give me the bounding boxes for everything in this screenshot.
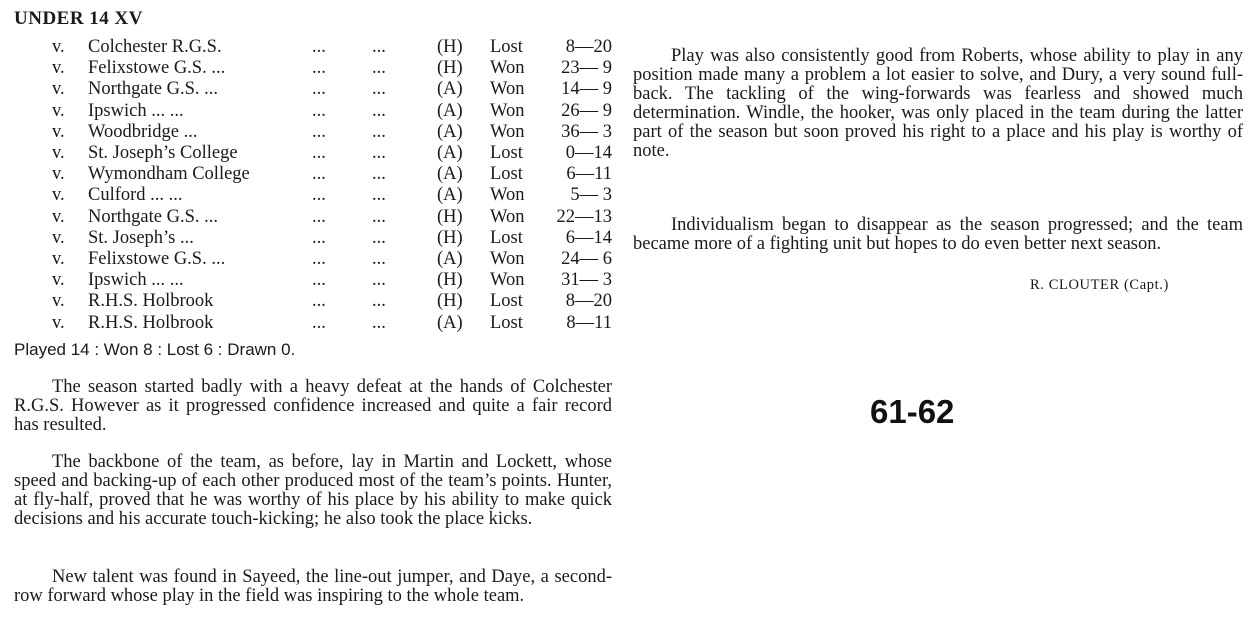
- paragraph-text: Individualism began to disappear as the season progressed; and the team became more of a fighting unit but hopes to do even better next season.: [633, 215, 1243, 254]
- season-label: 61-62: [870, 393, 955, 430]
- fixture-v: v.: [52, 58, 65, 79]
- fixture-opponent: Colchester R.G.S.: [88, 37, 222, 57]
- fixture-score: 8—20: [565, 37, 612, 57]
- fixture-v: v.: [52, 100, 65, 121]
- fixture-leader-dots: ...: [372, 100, 386, 121]
- fixture-leader-dots: ...: [372, 270, 386, 291]
- fixture-score: 26— 9: [561, 100, 612, 121]
- fixture-opponent: Ipswich ... ...: [88, 270, 184, 291]
- fixture-opponent: R.H.S. Holbrook: [88, 312, 214, 333]
- fixture-score: 6—11: [566, 164, 612, 185]
- fixture-v: v.: [52, 121, 65, 142]
- fixture-venue: (A): [437, 164, 463, 185]
- fixture-venue: (A): [437, 121, 463, 142]
- fixture-leader-dots: ...: [372, 185, 386, 206]
- fixture-opponent: St. Joseph’s College: [88, 143, 238, 163]
- fixture-result: Lost: [490, 164, 523, 185]
- fixture-opponent: Northgate G.S. ...: [88, 206, 218, 227]
- fixture-leader-dots: ...: [372, 291, 386, 312]
- paragraph-new-talent: [14, 568, 612, 606]
- fixture-leader-dots: ...: [312, 143, 326, 163]
- fixture-v: v.: [52, 185, 65, 206]
- fixture-opponent: Felixstowe G.S. ...: [88, 58, 226, 79]
- fixture-row: [0, 78, 630, 100]
- fixture-venue: (H): [437, 291, 463, 312]
- fixture-result: Won: [490, 79, 525, 100]
- fixture-result: Lost: [490, 227, 523, 248]
- fixture-row: [0, 100, 630, 122]
- fixture-opponent: Northgate G.S. ...: [88, 79, 218, 100]
- paragraph-text: The backbone of the team, as before, lay in Martin and Lockett, whose speed and backing-up of each other produced most of the team’s points. Hunter, at fly-half, proved that he was worthy of his place by his ability to make quick decisions and his accurate touch-kicking; he also took the place kicks.: [14, 452, 612, 529]
- season-summary: Played 14 : Won 8 : Lost 6 : Drawn 0.: [14, 340, 296, 359]
- fixture-leader-dots: ...: [312, 270, 326, 291]
- fixture-leader-dots: ...: [312, 185, 326, 206]
- fixture-venue: (A): [437, 143, 463, 163]
- fixture-result: Lost: [490, 291, 523, 312]
- fixture-score: 24— 6: [561, 249, 612, 269]
- fixture-score: 23— 9: [561, 58, 612, 79]
- fixture-opponent: Ipswich ... ...: [88, 100, 184, 121]
- fixture-row: [0, 142, 630, 164]
- fixture-score: 8—20: [565, 291, 612, 312]
- fixture-leader-dots: ...: [372, 143, 386, 163]
- fixture-result: Won: [490, 270, 525, 291]
- fixture-row: [0, 57, 630, 79]
- fixture-result: Lost: [490, 143, 523, 163]
- paragraph-individualism: [633, 216, 1243, 254]
- fixture-venue: (A): [437, 312, 463, 333]
- fixture-row: [0, 36, 630, 58]
- fixture-score: 8—11: [566, 312, 612, 333]
- paragraph-text: New talent was found in Sayeed, the line-out jumper, and Daye, a second-row forward whose play in the field was inspiring to the whole team.: [14, 567, 612, 606]
- fixture-opponent: R.H.S. Holbrook: [88, 291, 214, 312]
- paragraph-text: The season started badly with a heavy defeat at the hands of Colchester R.G.S. However as it progressed confidence increased and quite a fair record has resulted.: [14, 377, 612, 435]
- fixture-leader-dots: ...: [372, 227, 386, 248]
- fixture-result: Won: [490, 121, 525, 142]
- fixture-row: [0, 248, 630, 270]
- fixture-venue: (H): [437, 58, 463, 79]
- fixture-opponent: Woodbridge ...: [88, 121, 198, 142]
- fixture-leader-dots: ...: [312, 291, 326, 312]
- fixture-leader-dots: ...: [372, 37, 386, 57]
- fixture-v: v.: [52, 206, 65, 227]
- fixture-row: [0, 290, 630, 312]
- fixture-score: 0—14: [565, 143, 612, 163]
- fixture-opponent: Wymondham College: [88, 164, 250, 185]
- paragraph-backbone: [14, 453, 612, 529]
- fixture-leader-dots: ...: [312, 100, 326, 121]
- fixture-score: 5— 3: [570, 185, 612, 206]
- fixture-leader-dots: ...: [372, 79, 386, 100]
- fixture-opponent: Felixstowe G.S. ...: [88, 249, 226, 269]
- fixture-result: Won: [490, 58, 525, 79]
- fixture-result: Won: [490, 206, 525, 227]
- fixture-leader-dots: ...: [312, 58, 326, 79]
- fixture-leader-dots: ...: [312, 79, 326, 100]
- fixture-leader-dots: ...: [312, 37, 326, 57]
- fixture-leader-dots: ...: [372, 249, 386, 269]
- fixture-result: Won: [490, 249, 525, 269]
- fixture-leader-dots: ...: [312, 206, 326, 227]
- fixture-row: [0, 121, 630, 143]
- fixture-leader-dots: ...: [372, 58, 386, 79]
- fixture-row: [0, 184, 630, 206]
- fixture-row: [0, 312, 630, 334]
- fixture-result: Lost: [490, 312, 523, 333]
- fixture-venue: (H): [437, 270, 463, 291]
- fixture-v: v.: [52, 143, 65, 163]
- fixture-v: v.: [52, 249, 65, 269]
- paragraph-roberts: [633, 47, 1243, 161]
- fixture-result: Lost: [490, 37, 523, 57]
- fixture-v: v.: [52, 291, 65, 312]
- fixture-score: 6—14: [565, 227, 612, 248]
- fixture-venue: (A): [437, 185, 463, 206]
- fixture-venue: (H): [437, 206, 463, 227]
- fixture-score: 36— 3: [561, 121, 612, 142]
- fixture-leader-dots: ...: [372, 312, 386, 333]
- fixture-venue: (A): [437, 79, 463, 100]
- fixture-leader-dots: ...: [312, 249, 326, 269]
- fixture-v: v.: [52, 270, 65, 291]
- fixture-leader-dots: ...: [312, 227, 326, 248]
- fixture-score: 31— 3: [561, 270, 612, 291]
- fixture-leader-dots: ...: [312, 164, 326, 185]
- fixture-opponent: St. Joseph’s ...: [88, 227, 194, 248]
- fixture-v: v.: [52, 227, 65, 248]
- fixture-v: v.: [52, 312, 65, 333]
- fixture-row: [0, 206, 630, 228]
- fixture-venue: (H): [437, 37, 463, 57]
- fixture-v: v.: [52, 164, 65, 185]
- fixture-venue: (A): [437, 100, 463, 121]
- fixture-leader-dots: ...: [372, 164, 386, 185]
- fixture-leader-dots: ...: [372, 121, 386, 142]
- section-heading: UNDER 14 XV: [14, 8, 143, 29]
- fixture-leader-dots: ...: [372, 206, 386, 227]
- captain-signature: R. CLOUTER (Capt.): [1030, 277, 1169, 293]
- fixture-v: v.: [52, 37, 65, 57]
- fixture-opponent: Culford ... ...: [88, 185, 183, 206]
- paragraph-season-start: [14, 378, 612, 435]
- fixture-venue: (H): [437, 227, 463, 248]
- fixture-row: [0, 163, 630, 185]
- fixture-score: 22—13: [556, 206, 612, 227]
- fixture-venue: (A): [437, 249, 463, 269]
- fixture-score: 14— 9: [561, 79, 612, 100]
- fixture-v: v.: [52, 79, 65, 100]
- fixture-result: Won: [490, 100, 525, 121]
- fixture-row: [0, 227, 630, 249]
- fixture-row: [0, 269, 630, 291]
- paragraph-text: Play was also consistently good from Roberts, whose ability to play in any position made many a problem a lot easier to solve, and Dury, a very sound full-back. The tackling of the wing-forwards was fearless and showed much determination. Windle, the hooker, was only placed in the team during the latter part of the season but soon proved his right to a place and his play is worthy of note.: [633, 46, 1243, 161]
- fixture-leader-dots: ...: [312, 312, 326, 333]
- fixture-result: Won: [490, 185, 525, 206]
- fixture-leader-dots: ...: [312, 121, 326, 142]
